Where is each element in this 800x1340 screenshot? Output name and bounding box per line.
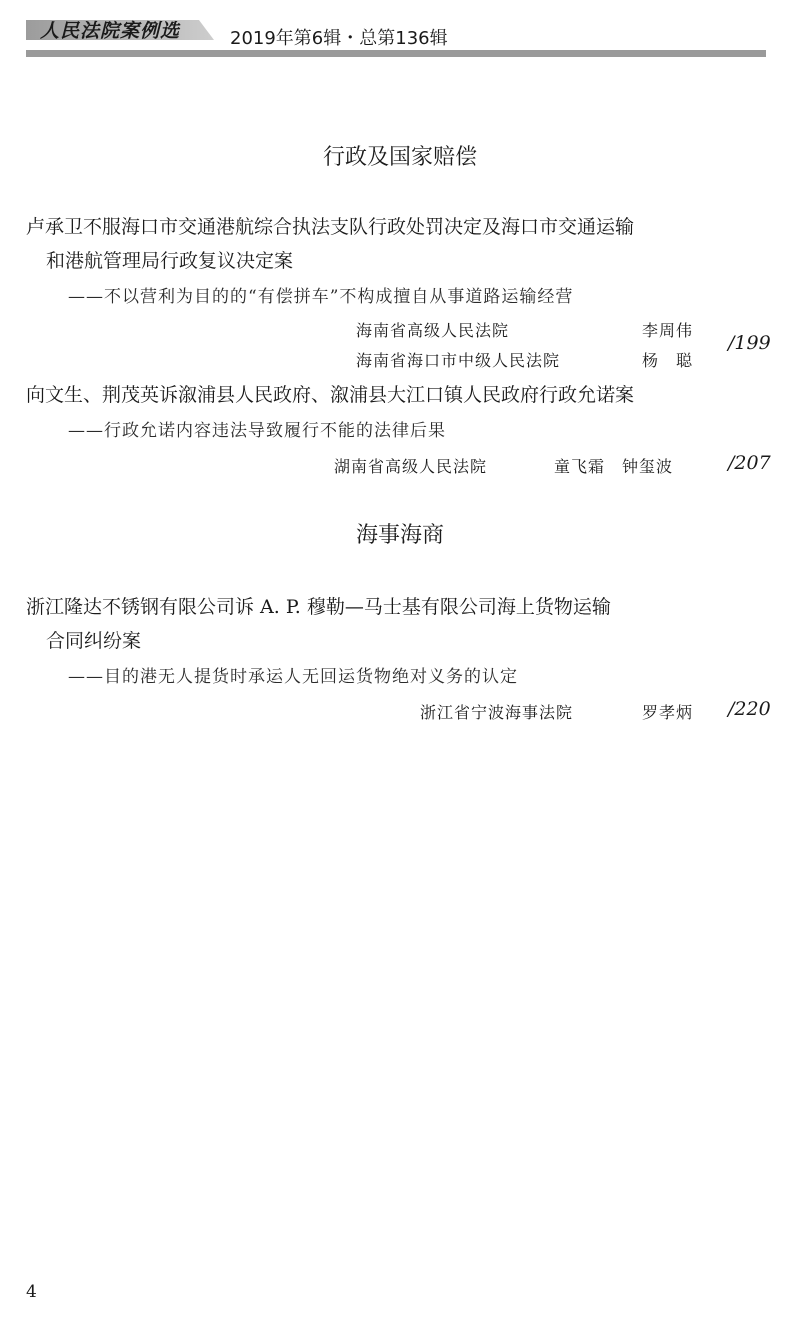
entry-author: 杨 聪 [642, 351, 694, 370]
entry-subtitle: ——行政允诺内容违法导致履行不能的法律后果 [68, 421, 446, 441]
header-rule [26, 50, 766, 57]
section-heading-maritime: 海事海商 [355, 523, 444, 548]
entry-court: 湖南省高级人民法院 [334, 457, 488, 476]
section-heading-administrative: 行政及国家赔偿 [322, 145, 477, 170]
entry-title: 卢承卫不服海口市交通港航综合执法支队行政处罚决定及海口市交通运输 [26, 216, 635, 238]
entry-court: 浙江省宁波海事法院 [420, 703, 574, 722]
entry-page-number: /199 [728, 332, 771, 354]
issue-info: 2019年第6辑・总第136辑 [230, 28, 448, 49]
journal-title: 人民法院案例选 [40, 20, 181, 42]
entry-author: 童飞霜 钟玺波 [554, 457, 674, 476]
entry-court: 海南省高级人民法院 [356, 321, 510, 340]
entry-title-cont: 合同纠纷案 [46, 630, 142, 652]
entry-title: 浙江隆达不锈钢有限公司诉 A. P. 穆勒—马士基有限公司海上货物运输 [26, 596, 611, 618]
entry-page-number: /207 [728, 452, 771, 474]
entry-title-cont: 和港航管理局行政复议决定案 [46, 250, 294, 272]
entry-subtitle: ——不以营利为目的的“有偿拼车”不构成擅自从事道路运输经营 [68, 287, 574, 307]
entry-author: 李周伟 [642, 321, 694, 340]
entry-title: 向文生、荆茂英诉溆浦县人民政府、溆浦县大江口镇人民政府行政允诺案 [26, 384, 635, 406]
page-folio: 4 [26, 1282, 37, 1302]
entry-subtitle: ——目的港无人提货时承运人无回运货物绝对义务的认定 [68, 667, 518, 687]
entry-court: 海南省海口市中级人民法院 [356, 351, 561, 370]
entry-author: 罗孝炳 [642, 703, 694, 722]
entry-page-number: /220 [728, 698, 771, 720]
